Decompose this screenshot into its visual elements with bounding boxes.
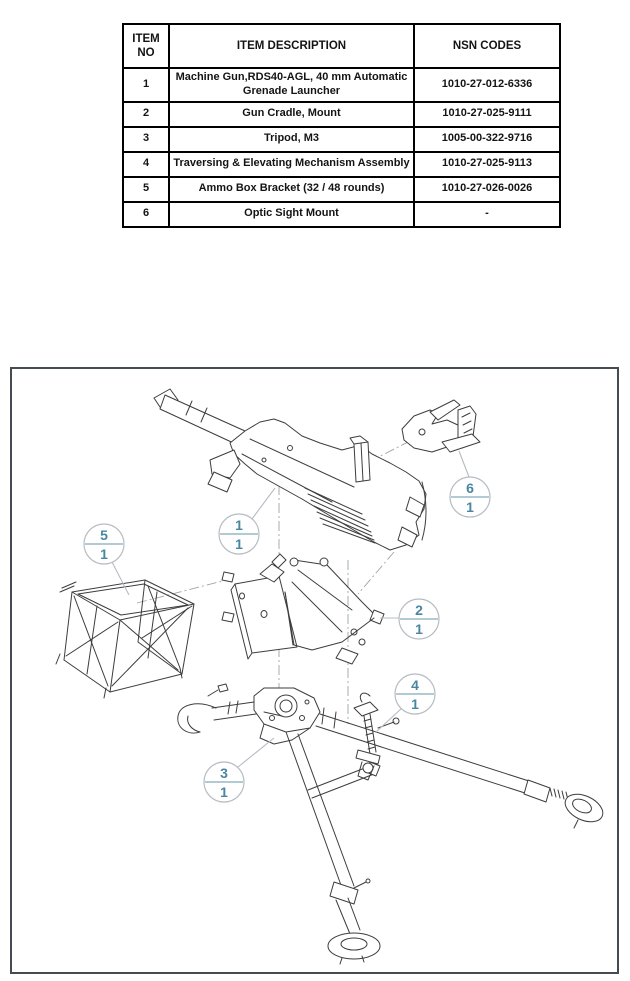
table-header-row — [123, 24, 560, 68]
table-row — [123, 68, 560, 102]
nsn-code-cell: 1010-27-025-9111 — [414, 102, 560, 127]
tripod-drawing — [178, 684, 607, 964]
callout-item-number: 6 — [466, 480, 474, 496]
callout-qty: 1 — [235, 536, 243, 552]
item-description-cell: Machine Gun,RDS40-AGL, 40 mm Automatic Grenade Launcher — [169, 68, 414, 102]
item-no-cell: 4 — [123, 152, 169, 177]
item-description-cell: Gun Cradle, Mount — [169, 102, 414, 127]
col-header-item-no: ITEM NO — [123, 24, 169, 68]
parts-table — [122, 23, 561, 228]
item-description-cell: Tripod, M3 — [169, 127, 414, 152]
exploded-view-drawing — [12, 369, 617, 972]
item-no-cell: 5 — [123, 177, 169, 202]
table-row — [123, 152, 560, 177]
col-header-item-description: ITEM DESCRIPTION — [169, 24, 414, 68]
callout-balloon-2 — [399, 599, 439, 639]
callout-qty: 1 — [415, 621, 423, 637]
item-description-cell: Traversing & Elevating Mechanism Assembly — [169, 152, 414, 177]
callout-item-number: 1 — [235, 517, 243, 533]
callout-balloon-4 — [395, 674, 435, 714]
exploded-view-diagram — [10, 367, 619, 974]
callout-qty: 1 — [100, 546, 108, 562]
callout-qty: 1 — [220, 784, 228, 800]
callout-balloon-6 — [450, 477, 490, 517]
callout-item-number: 2 — [415, 602, 423, 618]
table-row — [123, 102, 560, 127]
callout-balloon-5 — [84, 524, 124, 564]
nsn-code-cell: 1010-27-012-6336 — [414, 68, 560, 102]
table-row — [123, 177, 560, 202]
item-no-cell: 1 — [123, 68, 169, 102]
ammo-box-bracket-drawing — [56, 580, 194, 698]
gun-cradle-drawing — [222, 554, 384, 664]
callout-qty: 1 — [411, 696, 419, 712]
callout-item-number: 5 — [100, 527, 108, 543]
callout-qty: 1 — [466, 499, 474, 515]
col-header-nsn-codes: NSN CODES — [414, 24, 560, 68]
callout-balloon-1 — [219, 514, 259, 554]
nsn-code-cell: 1010-27-025-9113 — [414, 152, 560, 177]
nsn-code-cell: 1005-00-322-9716 — [414, 127, 560, 152]
item-no-cell: 2 — [123, 102, 169, 127]
table-row — [123, 202, 560, 227]
table-row — [123, 127, 560, 152]
item-description-cell: Ammo Box Bracket (32 / 48 rounds) — [169, 177, 414, 202]
callout-item-number: 3 — [220, 765, 228, 781]
item-description-cell: Optic Sight Mount — [169, 202, 414, 227]
machine-gun-drawing — [154, 389, 426, 550]
item-no-cell: 6 — [123, 202, 169, 227]
callout-item-number: 4 — [411, 677, 419, 693]
nsn-code-cell: - — [414, 202, 560, 227]
callout-balloon-3 — [204, 762, 244, 802]
item-no-cell: 3 — [123, 127, 169, 152]
nsn-code-cell: 1010-27-026-0026 — [414, 177, 560, 202]
optic-sight-mount-drawing — [402, 400, 480, 452]
